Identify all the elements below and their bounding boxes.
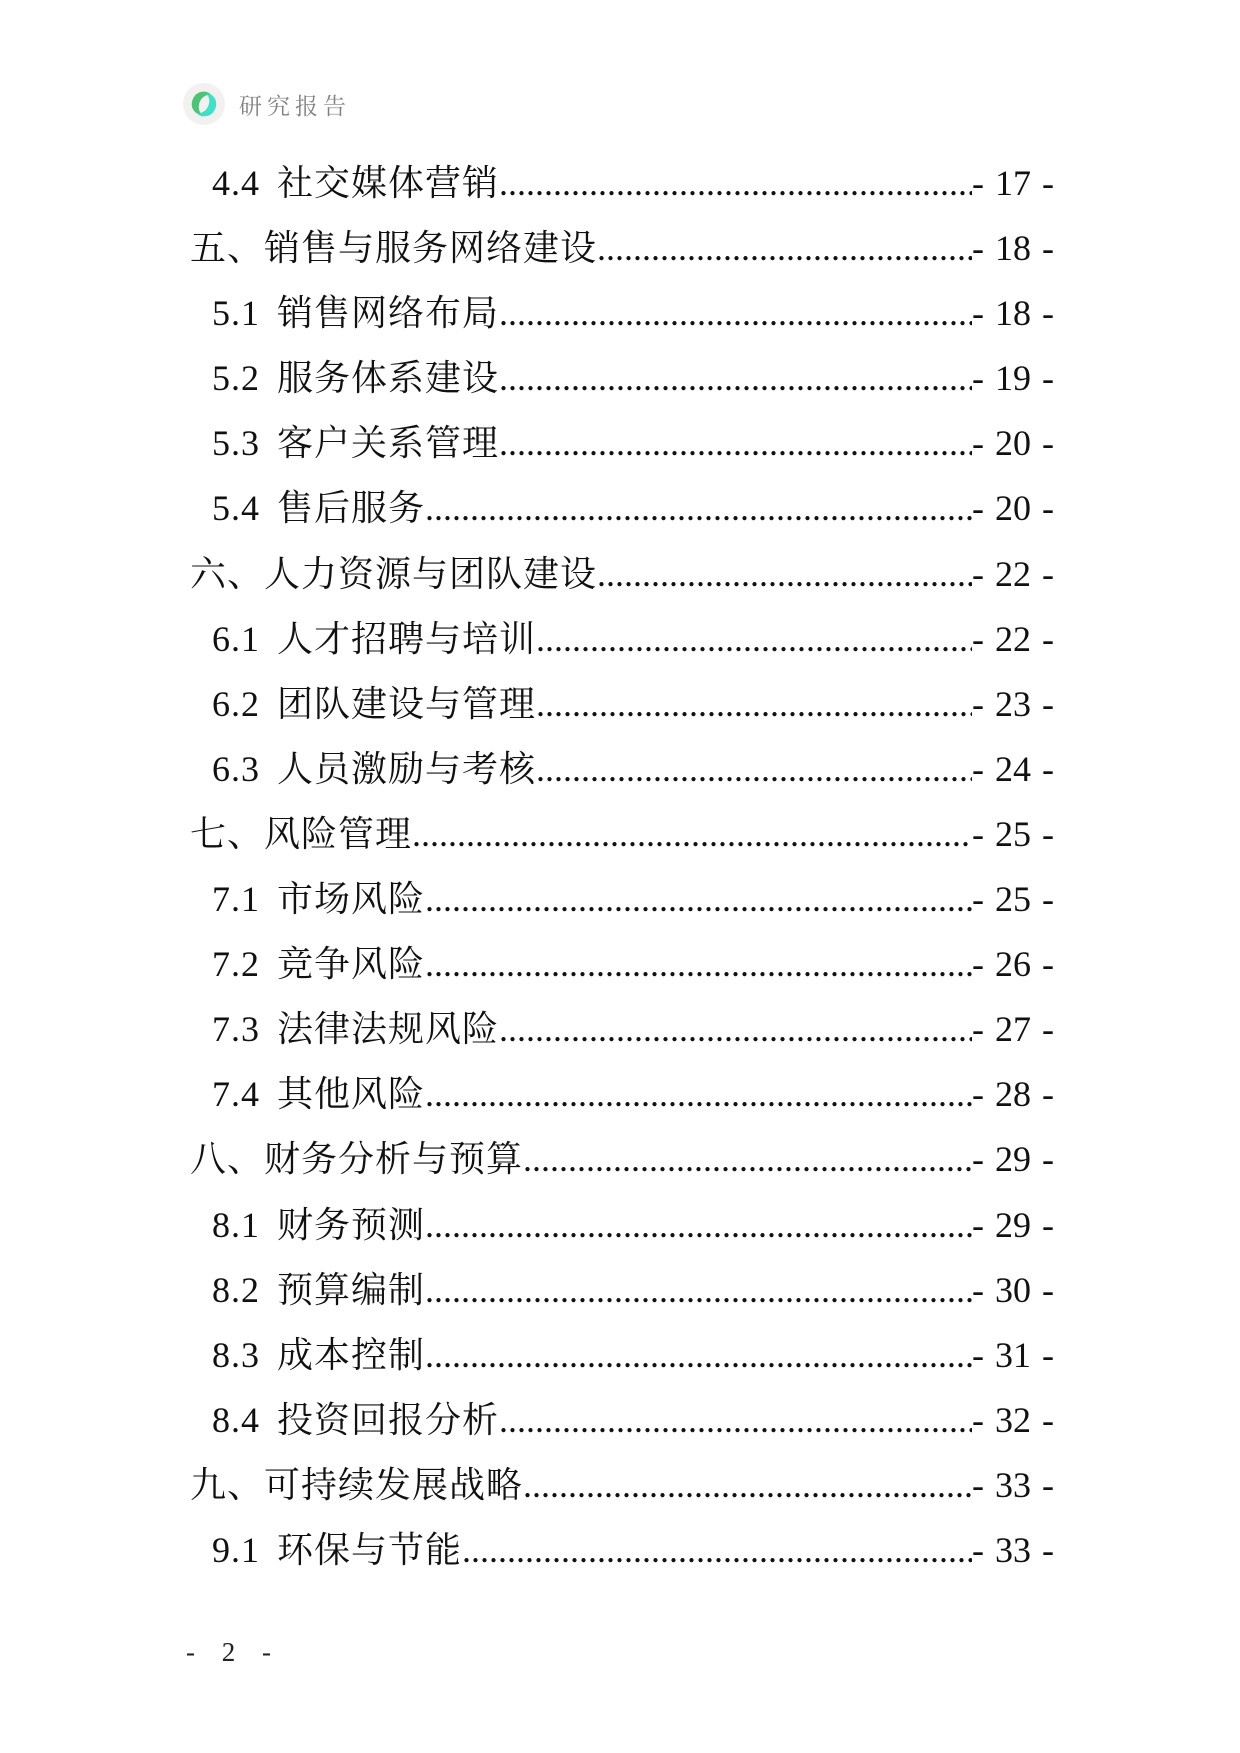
document-header <box>183 83 351 125</box>
toc-dot-leader <box>499 151 972 216</box>
toc-entry-page: - 32 - <box>972 1399 1054 1440</box>
toc-entry[interactable] <box>190 1062 1054 1127</box>
toc-entry-page: - 29 - <box>972 1139 1054 1180</box>
toc-entry[interactable] <box>190 1388 1054 1453</box>
leaf-swirl-logo-icon <box>183 83 225 125</box>
toc-entry-label: 5.2 服务体系建设 <box>212 358 500 399</box>
toc-entry[interactable] <box>190 672 1054 737</box>
toc-entry[interactable] <box>190 1518 1054 1583</box>
toc-dot-leader <box>425 1193 972 1258</box>
toc-entry[interactable] <box>190 1258 1054 1323</box>
toc-entry-label: 6.1 人才招聘与培训 <box>212 618 537 659</box>
toc-entry-label: 8.1 财务预测 <box>212 1204 426 1245</box>
toc-entry-page: - 20 - <box>972 423 1054 464</box>
toc-dot-leader <box>499 997 972 1062</box>
toc-entry-page: - 23 - <box>972 683 1054 724</box>
toc-entry-label: 6.3 人员激励与考核 <box>212 748 537 789</box>
toc-dot-leader <box>499 411 972 476</box>
toc-dot-leader <box>425 476 972 541</box>
toc-entry-page: - 31 - <box>972 1334 1054 1375</box>
toc-entry-page: - 18 - <box>972 228 1054 269</box>
toc-entry-label: 6.2 团队建设与管理 <box>212 683 537 724</box>
toc-entry[interactable] <box>190 1453 1054 1518</box>
toc-dot-leader <box>425 1258 972 1323</box>
toc-dot-leader <box>425 1323 972 1388</box>
toc-entry-page: - 19 - <box>972 358 1054 399</box>
brand-text: 研究报告 <box>239 93 351 119</box>
toc-entry[interactable] <box>190 997 1054 1062</box>
toc-entry[interactable] <box>190 476 1054 541</box>
toc-entry-label: 8.3 成本控制 <box>212 1334 426 1375</box>
toc-entry-page: - 30 - <box>972 1269 1054 1310</box>
toc-dot-leader <box>536 607 972 672</box>
toc-dot-leader <box>499 1388 972 1453</box>
toc-entry-page: - 33 - <box>972 1464 1054 1505</box>
toc-entry[interactable] <box>190 1127 1054 1192</box>
toc-entry-page: - 27 - <box>972 1009 1054 1050</box>
toc-entry[interactable] <box>190 281 1054 346</box>
toc-entry-label: 六、人力资源与团队建设 <box>190 553 598 594</box>
toc-dot-leader <box>536 737 972 802</box>
toc-entry-label: 七、风险管理 <box>190 813 413 854</box>
toc-entry-label: 9.1 环保与节能 <box>212 1529 463 1570</box>
toc-dot-leader <box>523 1453 972 1518</box>
toc-dot-leader <box>425 932 972 997</box>
toc-entry-page: - 18 - <box>972 293 1054 334</box>
toc-entry-page: - 24 - <box>972 748 1054 789</box>
toc-entry[interactable] <box>190 802 1054 867</box>
toc-entry[interactable] <box>190 542 1054 607</box>
toc-entry-label: 8.2 预算编制 <box>212 1269 426 1310</box>
toc-entry-page: - 20 - <box>972 488 1054 529</box>
toc-entry[interactable] <box>190 932 1054 997</box>
footer-page-number: - 2 - <box>186 1637 277 1667</box>
toc-entry-label: 7.1 市场风险 <box>212 879 426 920</box>
toc-list <box>190 151 1054 1583</box>
toc-dot-leader <box>412 802 972 867</box>
toc-entry[interactable] <box>190 1323 1054 1388</box>
toc-entry[interactable] <box>190 411 1054 476</box>
toc-entry[interactable] <box>190 151 1054 216</box>
toc-dot-leader <box>536 672 972 737</box>
toc-dot-leader <box>462 1518 972 1583</box>
toc-entry-page: - 29 - <box>972 1204 1054 1245</box>
toc-entry-label: 7.2 竞争风险 <box>212 944 426 985</box>
toc-entry-label: 4.4 社交媒体营销 <box>212 163 500 203</box>
toc-entry-label: 7.4 其他风险 <box>212 1074 426 1115</box>
toc-entry[interactable] <box>190 867 1054 932</box>
toc-entry-label: 5.1 销售网络布局 <box>212 293 500 334</box>
toc-dot-leader <box>597 542 972 607</box>
toc-dot-leader <box>597 216 972 281</box>
toc-entry-label: 5.4 售后服务 <box>212 488 426 529</box>
toc-entry-label: 五、销售与服务网络建设 <box>190 228 598 269</box>
toc-entry-page: - 33 - <box>972 1529 1054 1570</box>
toc-entry-page: - 28 - <box>972 1074 1054 1115</box>
toc-dot-leader <box>425 867 972 932</box>
toc-entry-label: 九、可持续发展战略 <box>190 1464 524 1505</box>
toc-entry-page: - 26 - <box>972 944 1054 985</box>
toc-entry-page: - 22 - <box>972 553 1054 594</box>
toc-entry[interactable] <box>190 1193 1054 1258</box>
toc-dot-leader <box>523 1127 972 1192</box>
toc-entry[interactable] <box>190 216 1054 281</box>
toc-entry-label: 7.3 法律法规风险 <box>212 1009 500 1050</box>
toc-dot-leader <box>425 1062 972 1127</box>
toc-entry[interactable] <box>190 737 1054 802</box>
toc-entry-label: 八、财务分析与预算 <box>190 1139 524 1180</box>
toc-entry-label: 8.4 投资回报分析 <box>212 1399 500 1440</box>
toc-dot-leader <box>499 346 972 411</box>
toc-dot-leader <box>499 281 972 346</box>
toc-entry-page: - 22 - <box>972 618 1054 659</box>
toc-entry-page: - 17 - <box>972 163 1054 203</box>
toc-entry-page: - 25 - <box>972 879 1054 920</box>
toc-entry[interactable] <box>190 346 1054 411</box>
toc-entry[interactable] <box>190 607 1054 672</box>
toc-entry-label: 5.3 客户关系管理 <box>212 423 500 464</box>
toc-entry-page: - 25 - <box>972 813 1054 854</box>
